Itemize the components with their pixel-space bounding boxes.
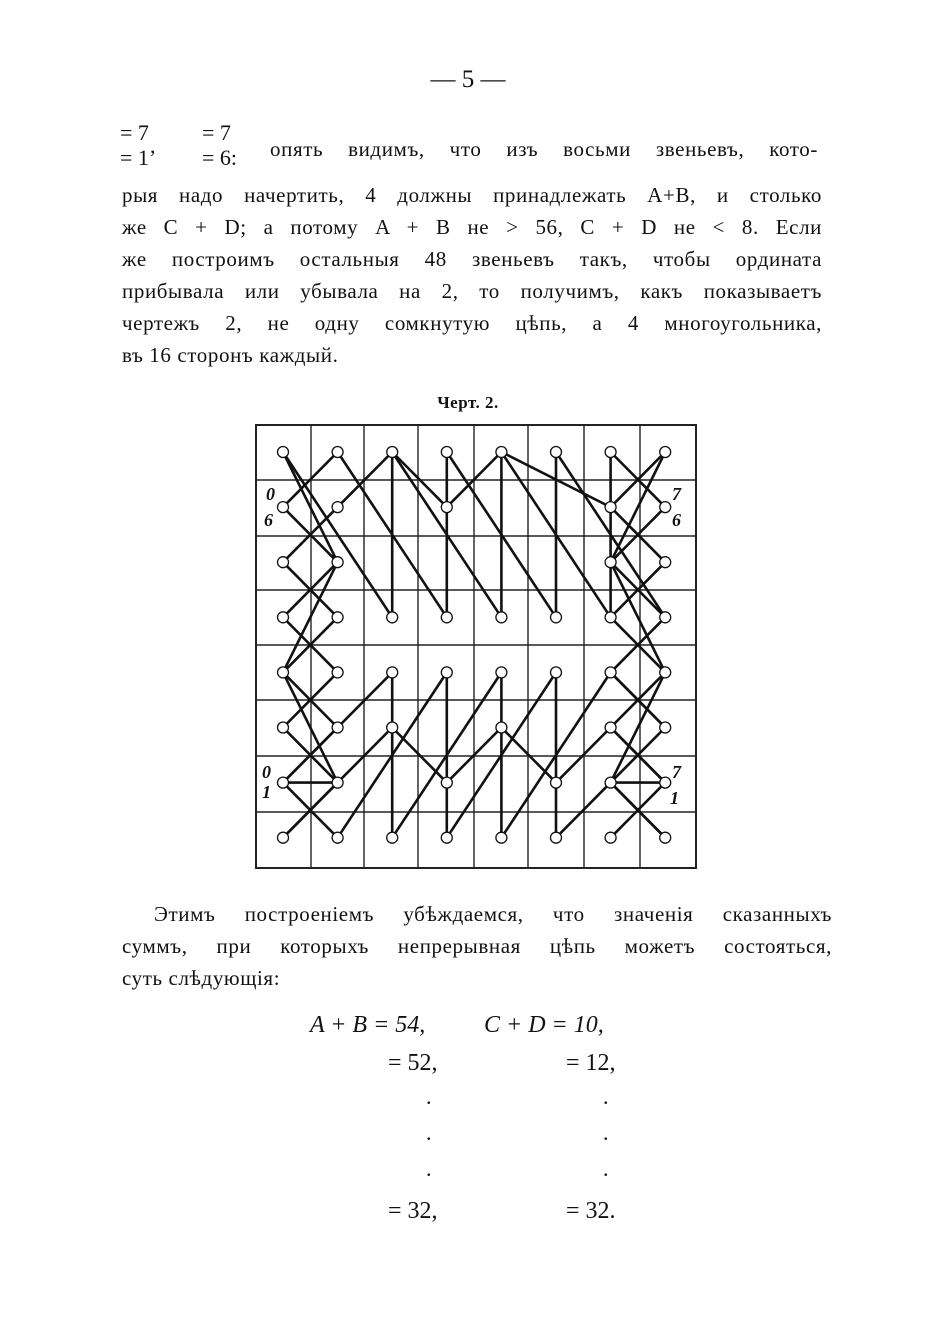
text-line: чертежъ 2, не одну сомкнутую цѣпь, а 4 многоугольника, (122, 311, 822, 335)
chain-node (605, 722, 616, 733)
chain-node (387, 667, 398, 678)
chain-node (605, 667, 616, 678)
chain-node (278, 667, 289, 678)
label-right-top-2: 6 (672, 510, 681, 530)
chain-link (611, 562, 666, 672)
chain-node (660, 612, 671, 623)
chain-link (283, 452, 392, 617)
text-line: же построимъ остальныя 48 звеньевъ такъ, чтобы ордината (122, 247, 822, 271)
chain-link (611, 452, 666, 562)
fraction-denominator-1: = 1’ (120, 145, 157, 170)
label-left-top: 0 (266, 484, 275, 504)
chain-node (496, 832, 507, 843)
text-line: въ 16 сторонъ каждый. (122, 343, 339, 367)
chain-node (605, 502, 616, 513)
chain-node (660, 722, 671, 733)
chain-link (338, 728, 393, 783)
chain-node (332, 447, 343, 458)
chain-node (441, 612, 452, 623)
chain-node (387, 722, 398, 733)
chain-node (551, 612, 562, 623)
chain-node (660, 502, 671, 513)
chain-node (332, 832, 343, 843)
equation-ab-52: = 52, (388, 1050, 438, 1076)
chain-node (332, 722, 343, 733)
ellipsis-dot: . (603, 1120, 609, 1145)
chain-node (496, 667, 507, 678)
label-right-bottom-2: 1 (670, 788, 679, 808)
chain-node (332, 777, 343, 788)
chain-node (387, 447, 398, 458)
chain-node (660, 447, 671, 458)
text-line: Этимъ построеніемъ убѣждаемся, что значенія сказанныхъ (154, 902, 832, 926)
chain-node (332, 667, 343, 678)
chain-node (605, 612, 616, 623)
fraction-numerator-2: = 7 (202, 120, 231, 145)
chain-node (332, 557, 343, 568)
equation-ab-54: A + B = 54, (310, 1012, 426, 1038)
label-left-bottom: 0 (262, 762, 271, 782)
chain-node (332, 502, 343, 513)
page-number: — 5 — (430, 66, 506, 93)
label-left-top-2: 6 (264, 510, 273, 530)
chain-node (660, 667, 671, 678)
chain-node (660, 832, 671, 843)
chain-node (660, 777, 671, 788)
text-line: же C + D; а потому A + B не > 56, C + D не < 8. Если (122, 215, 822, 239)
chain-node (278, 557, 289, 568)
chain-node (332, 612, 343, 623)
chain-link (611, 672, 666, 782)
chain-node (605, 447, 616, 458)
text-line: суть слѣдующія: (122, 966, 281, 990)
equation-cd-32: = 32. (566, 1198, 616, 1224)
text-line: суммъ, при которыхъ непрерывная цѣпь можетъ состояться, (122, 934, 832, 958)
chain-node (278, 832, 289, 843)
chain-node (605, 557, 616, 568)
chain-node (660, 557, 671, 568)
chain-node (278, 722, 289, 733)
label-right-top: 7 (672, 484, 681, 504)
chain-link (392, 728, 447, 783)
chain-node (551, 447, 562, 458)
chain-node (278, 502, 289, 513)
equation-cd-10: C + D = 10, (484, 1012, 604, 1038)
fraction-denominator-2: = 6: (202, 145, 238, 170)
chain-node (278, 612, 289, 623)
chain-node (441, 832, 452, 843)
chain-node (387, 612, 398, 623)
equation-cd-12: = 12, (566, 1050, 616, 1076)
chain-node (496, 722, 507, 733)
chain-node (441, 502, 452, 513)
chain-node (441, 447, 452, 458)
chain-node (387, 832, 398, 843)
chain-node (551, 667, 562, 678)
chain-node (278, 447, 289, 458)
paragraph-1-line-1: опять видимъ, что изъ восьми звеньевъ, кото- (270, 137, 818, 161)
ellipsis-dot: . (426, 1156, 432, 1181)
text-line: прибывала или убывала на 2, то получимъ, какъ показываетъ (122, 279, 822, 303)
chain-node (605, 777, 616, 788)
ellipsis-dot: . (426, 1120, 432, 1145)
label-left-bottom-2: 1 (262, 782, 271, 802)
equation-ab-32: = 32, (388, 1198, 438, 1224)
chain-node (278, 777, 289, 788)
paragraph-2 (122, 898, 832, 994)
chain-node (496, 447, 507, 458)
chain-node (496, 612, 507, 623)
ellipsis-dot: . (426, 1084, 432, 1109)
ellipsis-dot: . (603, 1084, 609, 1109)
chain-node (551, 832, 562, 843)
chain-node (605, 832, 616, 843)
label-right-bottom: 7 (672, 762, 681, 782)
chain-node (441, 777, 452, 788)
text-line: рыя надо начертить, 4 должны принадлежать A+B, и столько (122, 183, 822, 207)
fraction-numerator-1: = 7 (120, 120, 149, 145)
ellipsis-dot: . (603, 1156, 609, 1181)
chain-node (441, 667, 452, 678)
chain-node (551, 777, 562, 788)
figure-caption: Черт. 2. (437, 393, 499, 412)
